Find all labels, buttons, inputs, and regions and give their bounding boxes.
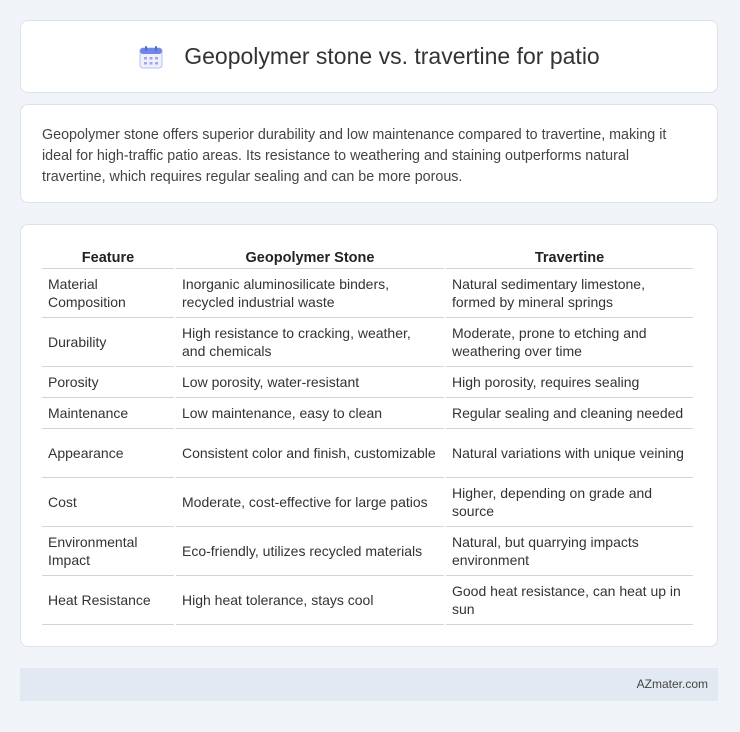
page-title: Geopolymer stone vs. travertine for patio — [184, 43, 600, 69]
travertine-cell: Good heat resistance, can heat up in sun — [446, 576, 693, 625]
table-row — [42, 367, 693, 398]
table-row — [42, 398, 693, 429]
column-header-feature: Feature — [42, 244, 174, 269]
geopolymer-cell: High heat tolerance, stays cool — [176, 576, 444, 625]
feature-cell: Durability — [42, 318, 174, 367]
feature-cell: Cost — [42, 478, 174, 527]
travertine-cell: Natural variations with unique veining — [446, 429, 693, 478]
table-row — [42, 318, 693, 367]
table-row — [42, 576, 693, 625]
geopolymer-cell: Eco-friendly, utilizes recycled materials — [176, 527, 444, 576]
travertine-cell: Regular sealing and cleaning needed — [446, 398, 693, 429]
travertine-cell: Higher, depending on grade and source — [446, 478, 693, 527]
geopolymer-cell: Moderate, cost-effective for large patios — [176, 478, 444, 527]
table-row — [42, 429, 693, 478]
column-header-travertine: Travertine — [446, 244, 693, 269]
intro-text: Geopolymer stone offers superior durability and low maintenance compared to travertine, making it ideal for high-traffic patio areas. Its resistance to weathering and staining outperforms natural travertine, which requires regular sealing and can be more porous. — [42, 127, 667, 185]
comparison-table-card — [20, 224, 718, 647]
feature-cell: Material Composition — [42, 269, 174, 318]
intro-card — [20, 104, 718, 203]
travertine-cell: High porosity, requires sealing — [446, 367, 693, 398]
feature-cell: Heat Resistance — [42, 576, 174, 625]
column-header-geopolymer: Geopolymer Stone — [176, 244, 444, 269]
footer-brand: AZmater.com — [636, 677, 708, 691]
footer — [20, 668, 718, 701]
geopolymer-cell: High resistance to cracking, weather, and chemicals — [176, 318, 444, 367]
geopolymer-cell: Low maintenance, easy to clean — [176, 398, 444, 429]
table-header-row — [42, 244, 693, 269]
feature-cell: Maintenance — [42, 398, 174, 429]
feature-cell: Appearance — [42, 429, 174, 478]
feature-cell: Environmental Impact — [42, 527, 174, 576]
geopolymer-cell: Inorganic aluminosilicate binders, recycled industrial waste — [176, 269, 444, 318]
geopolymer-cell: Low porosity, water-resistant — [176, 367, 444, 398]
travertine-cell: Natural, but quarrying impacts environment — [446, 527, 693, 576]
geopolymer-cell: Consistent color and finish, customizable — [176, 429, 444, 478]
travertine-cell: Moderate, prone to etching and weathering over time — [446, 318, 693, 367]
calendar-icon — [138, 44, 164, 70]
travertine-cell: Natural sedimentary limestone, formed by mineral springs — [446, 269, 693, 318]
title-card — [20, 20, 718, 93]
table-row — [42, 478, 693, 527]
table-row — [42, 527, 693, 576]
table-row — [42, 269, 693, 318]
feature-cell: Porosity — [42, 367, 174, 398]
comparison-table — [40, 244, 695, 625]
